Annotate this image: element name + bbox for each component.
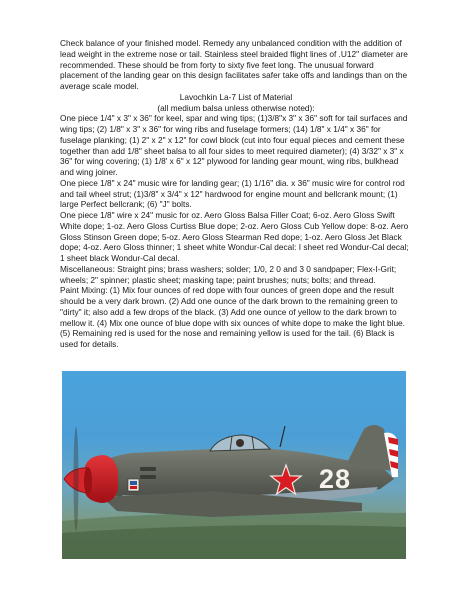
antenna	[280, 426, 285, 447]
aircraft-number: 28	[319, 464, 352, 494]
paragraph-wood: One piece 1/4" x 3" x 36" for keel, spar and wing tips; (1)3/8"x 3" x 36" soft for tail surfaces and wing tips; (2) 1/8" x 3" x 36" for wing ribs and fuselage formers; (14) 1/8" x 1/4" x 36" for fuselage planking; (1) 2" x 2" x 12" for cowl block (cut into four equal pieces and cement these together than add 1/8" sheet balsa to all four sides to meet required diameter); (4) 3/32" x 3" x 36" for wing covering; (1) 1/8' x 6" x 12" plywood for landing gear mount, wing ribs, bulkhead and wing joiner.	[60, 113, 408, 177]
intro-paragraph: Check balance of your finished model. Remedy any unbalanced condition with the addition of lead weight in the extreme nose or tail. Stainless steel braided flight lines of .U12" diameter are recommended. These should be from forty to sixty five feet long. The unusual forward placement of the landing gear on this design facilitates safer take offs and landings than on the average scale model.	[60, 38, 408, 91]
pilot-head	[236, 439, 244, 447]
materials-title: Lavochkin La-7 List of Material	[179, 91, 293, 102]
aircraft-photo	[62, 371, 406, 559]
ground-dark	[62, 525, 406, 559]
paragraph-dope: One piece 1/8" wire x 24" music for oz. Aero Gloss Balsa Filler Coat; 6-oz. Aero Gloss Swift White dope; 1-oz. Aero Gloss Curtiss Blue dope; 2-oz. Aero Gloss Cub Yellow dope: 8-oz. Aero Gloss Stinson Green dope; 5-oz. Aero Gloss Stearman Red dope; 1-oz. Aero Gloss Jet Black dope; 4-oz. Aero Gloss thinner; 1 sheet white Wondur-Cal decal: I sheet red Wondur-Cal decal; 1 sheet black Wondur-Cal decal.	[60, 210, 409, 263]
tail-fin	[347, 425, 392, 471]
aircraft-illustration	[62, 371, 406, 559]
propeller	[74, 427, 79, 531]
materials-subtitle: (all medium balsa unless otherwise noted):	[157, 102, 315, 113]
article-text	[60, 38, 412, 350]
paragraph-wire: One piece 1/8" x 24" music wire for landing gear; (1) 1/16" dia. x 36" music wire for control rod and tail wheel strut; (1)3/8" x 3/4" x 12" hardwood for engine mount and bellcrank mount; (1) large Perfect bellcrank; (6) "J" bolts.	[60, 177, 405, 210]
paragraph-misc: Miscellaneous: Straight pins; brass washers; solder; 1/0, 2 0 and 3 0 sandpaper; Flex-I-Grit; wheels; 2" spinner; plastic sheet; masking tape; paint brushes; nuts; bolts; and thread.	[60, 263, 397, 285]
paragraph-paint: Paint Mixing: (1) Mix four ounces of red dope with four ounces of green dope and the result should be a very dark brown. (2) Add one ounce of the dark brown to the remaining green to "dirty" it; also add a few drops of the black. (3) Add one ounce of yellow to the dark brown to mellow it. (4) Mix one ounce of blue dope with six ounces of white dope to make the light blue. (5) Remaining red is used for the nose and remaining yellow is used for the tail. (6) Black is used for details.	[60, 285, 405, 349]
